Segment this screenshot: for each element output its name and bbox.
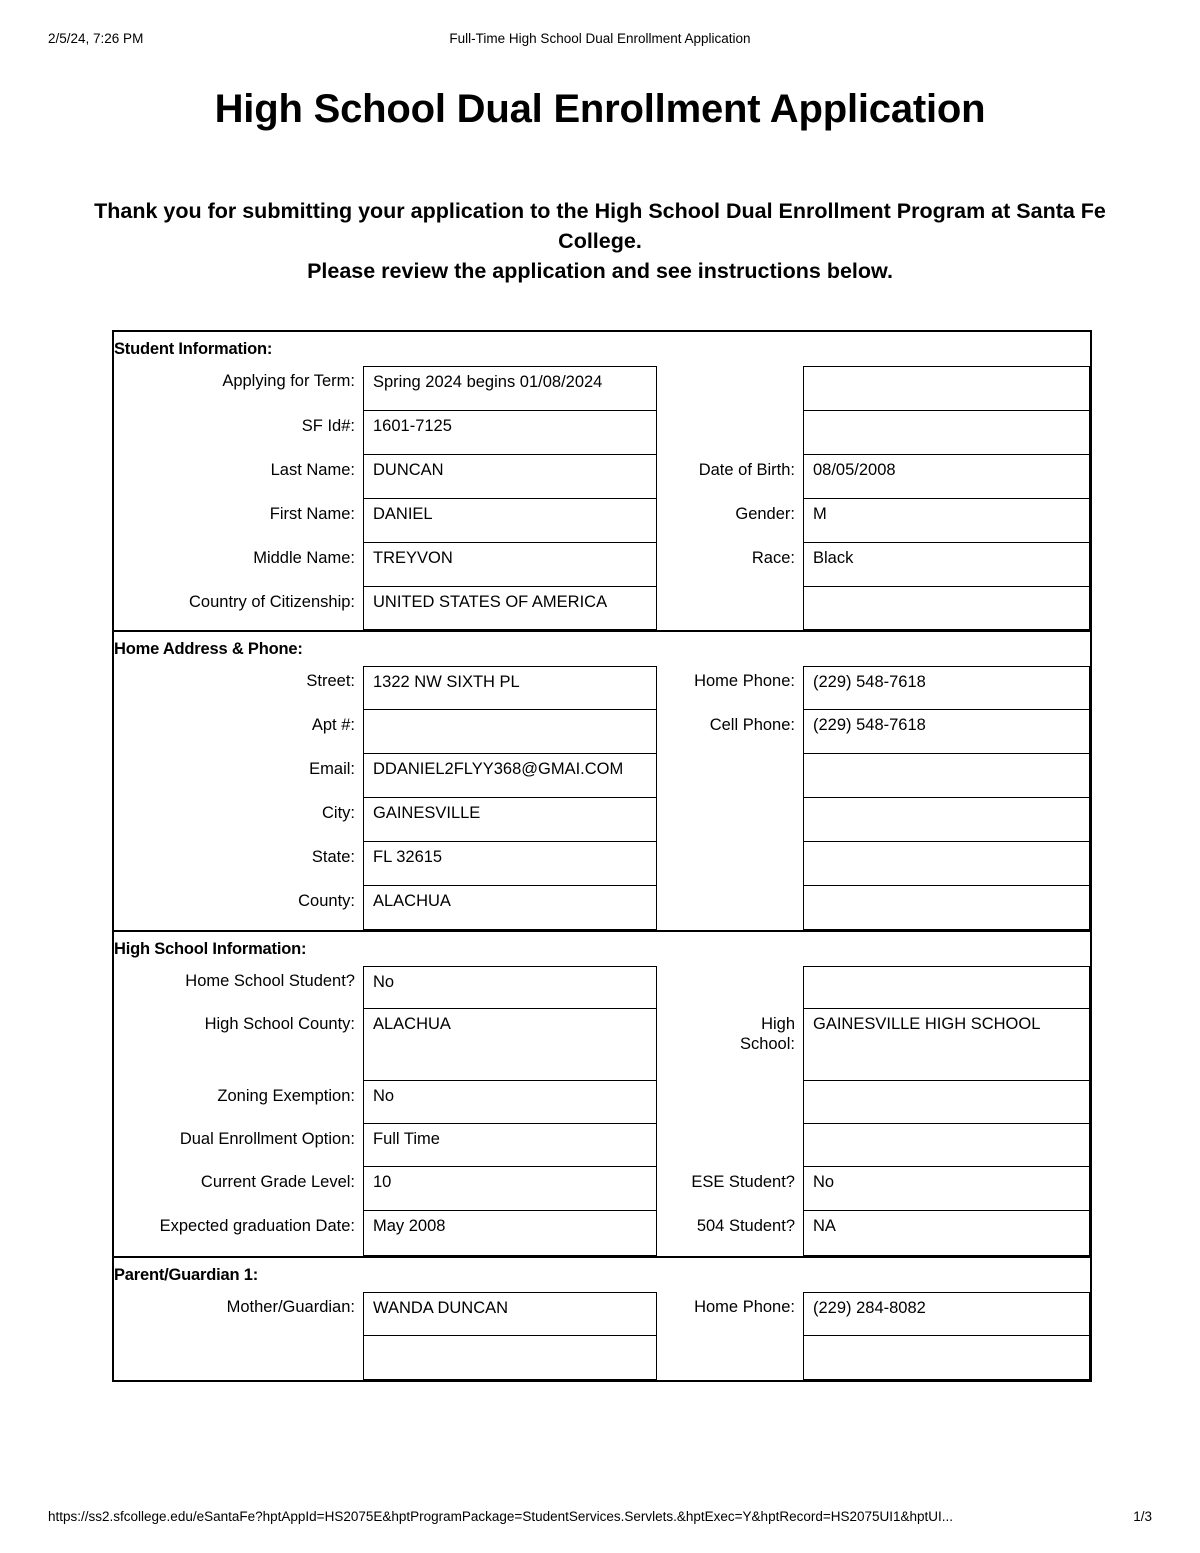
label-applying-for-term: Applying for Term: bbox=[222, 372, 355, 390]
value-state[interactable]: FL 32615 bbox=[363, 842, 657, 886]
address-right-values bbox=[803, 666, 1091, 931]
label-address-right-blank-2 bbox=[657, 798, 803, 842]
value-high-school[interactable]: GAINESVILLE HIGH SCHOOL bbox=[803, 1009, 1090, 1081]
form-table bbox=[112, 330, 1092, 1382]
value-date-of-birth[interactable]: 08/05/2008 bbox=[803, 455, 1090, 499]
value-city[interactable]: GAINESVILLE bbox=[363, 798, 657, 842]
print-header bbox=[48, 30, 1152, 48]
value-current-grade-level[interactable]: 10 bbox=[363, 1167, 657, 1211]
highschool-left-values bbox=[363, 966, 657, 1257]
guardian1-right-values bbox=[803, 1292, 1091, 1381]
value-address-right-blank-2[interactable] bbox=[803, 798, 1090, 842]
label-504-student: 504 Student? bbox=[696, 1217, 795, 1235]
label-current-grade-level: Current Grade Level: bbox=[200, 1173, 355, 1191]
highschool-right-values bbox=[803, 966, 1091, 1257]
value-race[interactable]: Black bbox=[803, 543, 1090, 587]
value-middle-name[interactable]: TREYVON bbox=[363, 543, 657, 587]
value-home-phone[interactable]: (229) 548-7618 bbox=[803, 666, 1090, 710]
label-date-of-birth: Date of Birth: bbox=[698, 461, 795, 479]
section-heading-address: Home Address & Phone: bbox=[113, 631, 1091, 666]
value-first-name[interactable]: DANIEL bbox=[363, 499, 657, 543]
intro-paragraph bbox=[62, 196, 1138, 286]
label-street: Street: bbox=[306, 672, 355, 690]
label-dual-enrollment-option: Dual Enrollment Option: bbox=[179, 1130, 355, 1148]
value-address-right-blank-3[interactable] bbox=[803, 842, 1090, 886]
label-student-right-blank-2 bbox=[657, 411, 803, 455]
value-student-right-blank-1[interactable] bbox=[803, 366, 1090, 411]
value-apt[interactable] bbox=[363, 710, 657, 754]
value-ese-student[interactable]: No bbox=[803, 1167, 1090, 1211]
label-country-of-citizenship: Country of Citizenship: bbox=[189, 593, 355, 611]
label-highschool-right-blank-3 bbox=[657, 1124, 803, 1167]
label-city: City: bbox=[322, 804, 355, 822]
student-left-labels bbox=[113, 366, 363, 631]
value-sf-id[interactable]: 1601-7125 bbox=[363, 411, 657, 455]
value-mother-guardian[interactable]: WANDA DUNCAN bbox=[363, 1292, 657, 1336]
label-high-school-line-1: High bbox=[761, 1015, 795, 1033]
guardian1-left-labels bbox=[113, 1292, 363, 1381]
value-address-right-blank-1[interactable] bbox=[803, 754, 1090, 798]
value-email[interactable]: DDANIEL2FLYY368@GMAI.COM bbox=[363, 754, 657, 798]
student-right-values bbox=[803, 366, 1091, 631]
label-ese-student: ESE Student? bbox=[691, 1173, 795, 1191]
label-address-right-blank-1 bbox=[657, 754, 803, 798]
label-guardian1-home-phone: Home Phone: bbox=[694, 1298, 795, 1316]
section-heading-student: Student Information: bbox=[114, 340, 273, 358]
label-zoning-exemption: Zoning Exemption: bbox=[217, 1087, 355, 1105]
value-highschool-right-blank-1[interactable] bbox=[803, 966, 1090, 1009]
print-timestamp: 2/5/24, 7:26 PM bbox=[48, 31, 144, 46]
value-home-school-student[interactable]: No bbox=[363, 966, 657, 1009]
label-middle-name: Middle Name: bbox=[253, 549, 355, 567]
value-expected-graduation-date[interactable]: May 2008 bbox=[363, 1211, 657, 1256]
value-guardian1-home-phone[interactable]: (229) 284-8082 bbox=[803, 1292, 1090, 1336]
section-header-row-student bbox=[113, 331, 1091, 366]
value-address-right-blank-4[interactable] bbox=[803, 886, 1090, 930]
label-state: State: bbox=[311, 848, 355, 866]
student-left-values bbox=[363, 366, 657, 631]
label-address-right-blank-3 bbox=[657, 842, 803, 886]
section-header-row-guardian1 bbox=[113, 1257, 1091, 1292]
label-race: Race: bbox=[751, 549, 795, 567]
section-heading-guardian1: Parent/Guardian 1: bbox=[113, 1257, 1091, 1292]
label-student-right-blank-1 bbox=[657, 366, 803, 411]
label-email: Email: bbox=[309, 760, 355, 778]
label-home-school-student: Home School Student? bbox=[185, 972, 355, 990]
value-highschool-right-blank-2[interactable] bbox=[803, 1081, 1090, 1124]
value-student-right-blank-3[interactable] bbox=[803, 587, 1090, 630]
label-home-phone: Home Phone: bbox=[694, 672, 795, 690]
label-highschool-right-blank-2 bbox=[657, 1081, 803, 1124]
value-gender[interactable]: M bbox=[803, 499, 1090, 543]
footer-url: https://ss2.sfcollege.edu/eSantaFe?hptAppId=HS2075E&hptProgramPackage=StudentServices.Servlets.&hptExec=Y&hptRecord=HS2075UI1&hptUI... bbox=[48, 1509, 954, 1524]
application-form bbox=[112, 330, 1090, 1382]
address-left-values bbox=[363, 666, 657, 931]
label-gender: Gender: bbox=[735, 505, 795, 523]
label-cell-phone: Cell Phone: bbox=[709, 716, 795, 734]
value-high-school-county[interactable]: ALACHUA bbox=[363, 1009, 657, 1081]
value-country-of-citizenship[interactable]: UNITED STATES OF AMERICA bbox=[363, 587, 657, 630]
print-document-name: Full-Time High School Dual Enrollment Application bbox=[449, 31, 751, 46]
address-right-labels bbox=[657, 666, 803, 931]
intro-line-2: Please review the application and see instructions below. bbox=[307, 259, 893, 283]
value-last-name[interactable]: DUNCAN bbox=[363, 455, 657, 499]
label-high-school-county: High School County: bbox=[204, 1015, 355, 1033]
section-body-highschool bbox=[113, 966, 1091, 1257]
footer-page-number: 1/3 bbox=[1133, 1509, 1152, 1524]
section-header-row-address bbox=[113, 631, 1091, 666]
value-county[interactable]: ALACHUA bbox=[363, 886, 657, 930]
value-dual-enrollment-option[interactable]: Full Time bbox=[363, 1124, 657, 1167]
label-high-school bbox=[657, 1009, 803, 1081]
guardian1-right-labels bbox=[657, 1292, 803, 1381]
label-first-name: First Name: bbox=[269, 505, 355, 523]
label-county: County: bbox=[298, 892, 355, 910]
value-guardian1-left-blank[interactable] bbox=[363, 1336, 657, 1380]
value-guardian1-right-blank[interactable] bbox=[803, 1336, 1090, 1380]
value-street[interactable]: 1322 NW SIXTH PL bbox=[363, 666, 657, 710]
label-guardian1-right-blank bbox=[657, 1336, 803, 1380]
highschool-right-labels bbox=[657, 966, 803, 1257]
value-applying-for-term[interactable]: Spring 2024 begins 01/08/2024 bbox=[363, 366, 657, 411]
label-last-name: Last Name: bbox=[270, 461, 355, 479]
label-mother-guardian: Mother/Guardian: bbox=[226, 1298, 355, 1316]
label-address-right-blank-4 bbox=[657, 886, 803, 930]
guardian1-left-values bbox=[363, 1292, 657, 1381]
label-expected-graduation-date: Expected graduation Date: bbox=[159, 1217, 355, 1235]
label-sf-id: SF Id#: bbox=[301, 417, 355, 435]
value-zoning-exemption[interactable]: No bbox=[363, 1081, 657, 1124]
student-right-labels bbox=[657, 366, 803, 631]
section-body-address bbox=[113, 666, 1091, 931]
label-student-right-blank-3 bbox=[657, 587, 803, 630]
highschool-left-labels bbox=[113, 966, 363, 1257]
intro-line-1: Thank you for submitting your application to the High School Dual Enrollment Program at Santa Fe College. bbox=[94, 199, 1106, 253]
address-left-labels bbox=[113, 666, 363, 931]
value-504-student[interactable]: NA bbox=[803, 1211, 1090, 1256]
section-heading-highschool: High School Information: bbox=[113, 931, 1091, 966]
label-high-school-line-2: School: bbox=[739, 1035, 795, 1053]
value-highschool-right-blank-3[interactable] bbox=[803, 1124, 1090, 1167]
page-title: High School Dual Enrollment Application bbox=[214, 86, 986, 131]
label-highschool-right-blank-1 bbox=[657, 966, 803, 1009]
label-apt: Apt #: bbox=[311, 716, 355, 734]
section-body-guardian1 bbox=[113, 1292, 1091, 1381]
value-cell-phone[interactable]: (229) 548-7618 bbox=[803, 710, 1090, 754]
section-header-row-highschool bbox=[113, 931, 1091, 966]
print-footer bbox=[48, 1508, 1152, 1526]
section-body-student bbox=[113, 366, 1091, 631]
value-student-right-blank-2[interactable] bbox=[803, 411, 1090, 455]
label-guardian1-left-blank bbox=[114, 1336, 363, 1380]
